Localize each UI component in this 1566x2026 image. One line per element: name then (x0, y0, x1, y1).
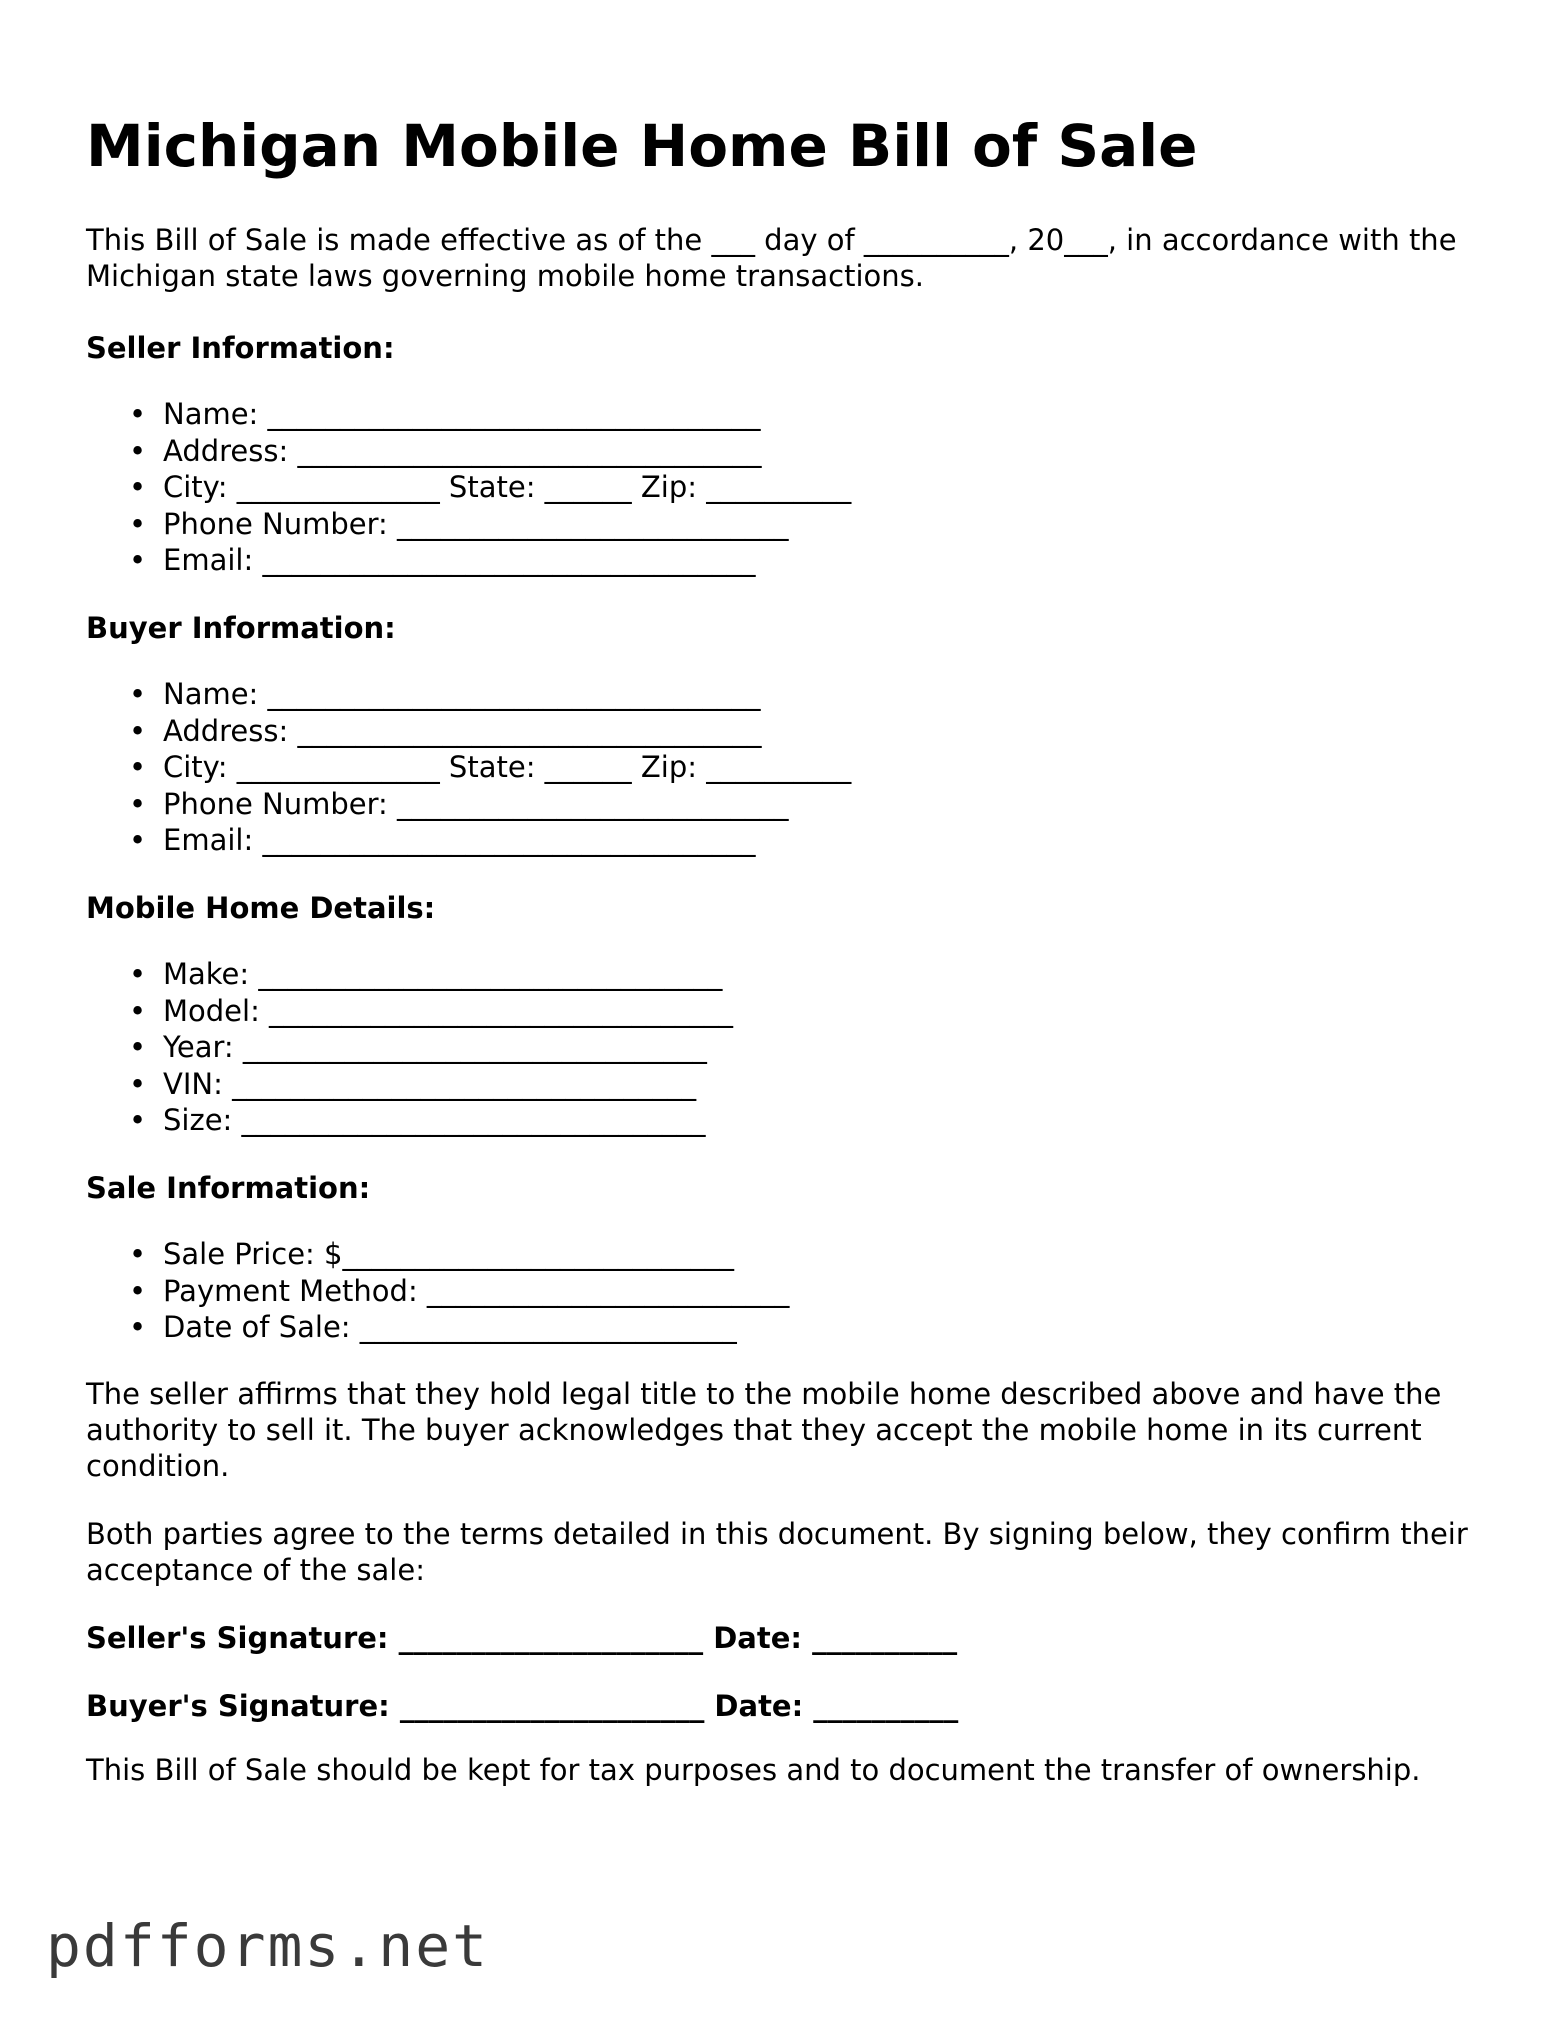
buyer-city-state-zip-label: City: ______________ State: ______ Zip: __________ (163, 750, 852, 784)
document-title: Michigan Mobile Home Bill of Sale (86, 112, 1198, 180)
home-details-heading: Mobile Home Details: (86, 891, 436, 925)
watermark-logo: pdfforms.net (46, 1912, 490, 1980)
bullet: • (129, 1103, 147, 1137)
seller-address-label: Address: ________________________________ (163, 433, 762, 468)
home-make-label: Make: ________________________________ (163, 957, 723, 991)
affirmation-paragraph: The seller affirms that they hold legal title to the mobile home described above and have the authority to sell it. The buyer acknowledges that they accept the mobile home in its current condition. (86, 1377, 1442, 1483)
payment-method-field (86, 1273, 789, 1310)
bullet: • (129, 1066, 147, 1101)
bullet: • (129, 433, 147, 468)
bullet: • (129, 993, 147, 1028)
buyer-city-state-zip-field (86, 749, 851, 786)
home-year-field (86, 1029, 733, 1066)
bullet: • (129, 1030, 147, 1064)
seller-heading: Seller Information: (86, 331, 395, 365)
seller-phone-field (86, 506, 851, 543)
buyer-email-field (86, 822, 851, 859)
seller-name-label: Name: __________________________________ (163, 397, 761, 431)
seller-email-field (86, 542, 851, 579)
buyer-signature-line: Buyer's Signature: _____________________ Date: __________ (86, 1689, 959, 1723)
seller-phone-label: Phone Number: ___________________________ (163, 506, 789, 541)
seller-signature-line: Seller's Signature: _____________________ Date: __________ (86, 1621, 958, 1655)
bullet: • (129, 1310, 147, 1344)
bullet: • (129, 786, 147, 821)
home-model-label: Model: ________________________________ (163, 993, 734, 1028)
seller-city-state-zip-label: City: ______________ State: ______ Zip: __________ (163, 470, 852, 504)
home-vin-label: VIN: ________________________________ (163, 1066, 697, 1101)
bullet: • (129, 750, 147, 784)
buyer-fields-list (86, 676, 851, 859)
sale-price-field (86, 1236, 789, 1273)
sale-price-label: Sale Price: $___________________________ (163, 1237, 734, 1271)
closing-paragraph: This Bill of Sale should be kept for tax purposes and to document the transfer of ownership. (86, 1753, 1421, 1787)
seller-email-label: Email: __________________________________ (163, 543, 756, 577)
buyer-name-field (86, 676, 851, 713)
bullet: • (129, 1237, 147, 1271)
agreement-paragraph: Both parties agree to the terms detailed in this document. By signing below, they confirm their acceptance of the sale: (86, 1517, 1468, 1587)
bullet: • (129, 713, 147, 748)
sale-info-list (86, 1236, 789, 1346)
bullet: • (129, 470, 147, 504)
buyer-phone-field (86, 786, 851, 823)
buyer-address-field (86, 713, 851, 750)
home-details-list (86, 956, 733, 1139)
home-year-label: Year: ________________________________ (163, 1030, 707, 1064)
payment-method-label: Payment Method: _________________________ (163, 1273, 790, 1308)
buyer-heading: Buyer Information: (86, 611, 396, 645)
home-size-field (86, 1102, 733, 1139)
date-of-sale-field (86, 1309, 789, 1346)
home-model-field (86, 993, 733, 1030)
seller-address-field (86, 433, 851, 470)
bullet: • (129, 957, 147, 991)
bullet: • (129, 677, 147, 711)
seller-fields-list (86, 396, 851, 579)
buyer-address-label: Address: ________________________________ (163, 713, 762, 748)
bullet: • (129, 1273, 147, 1308)
home-make-field (86, 956, 733, 993)
intro-paragraph: This Bill of Sale is made effective as of the ___ day of __________, 20___, in accordance with the Michigan state laws governing mobile home transactions. (86, 223, 1457, 293)
bullet: • (129, 506, 147, 541)
bullet: • (129, 397, 147, 431)
seller-name-field (86, 396, 851, 433)
bullet: • (129, 823, 147, 857)
buyer-name-label: Name: __________________________________ (163, 677, 761, 711)
bullet: • (129, 543, 147, 577)
home-size-label: Size: ________________________________ (163, 1103, 706, 1137)
seller-city-state-zip-field (86, 469, 851, 506)
date-of-sale-label: Date of Sale: __________________________ (163, 1310, 737, 1344)
sale-info-heading: Sale Information: (86, 1171, 371, 1205)
buyer-phone-label: Phone Number: ___________________________ (163, 786, 789, 821)
home-vin-field (86, 1066, 733, 1103)
buyer-email-label: Email: __________________________________ (163, 823, 756, 857)
